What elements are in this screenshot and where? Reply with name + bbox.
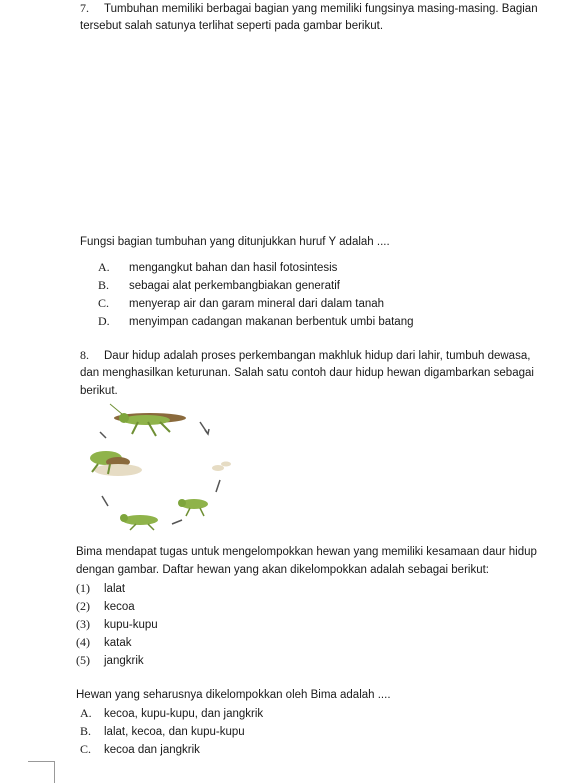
adult-grasshopper-icon <box>110 404 186 436</box>
grasshopper-life-cycle-image <box>78 400 238 532</box>
cycle-arrow-icon <box>205 429 209 434</box>
plant-image-area <box>80 40 560 220</box>
option-text: sebagai alat perkembangbiakan generatif <box>129 280 340 292</box>
option-letter: A. <box>98 260 110 274</box>
q8-task-line2: dengan gambar. Daftar hewan yang akan dikelompokkan adalah sebagai berikut: <box>76 564 490 576</box>
q8-number: 8. <box>80 348 89 362</box>
animal-item-4 <box>76 634 132 651</box>
q7-option-c <box>98 295 384 312</box>
q8-question: Hewan yang seharusnya dikelompokkan oleh Bima adalah .... <box>76 689 391 701</box>
option-letter: A. <box>80 706 92 720</box>
option-letter: C. <box>80 742 92 756</box>
cycle-arrow-icon <box>102 496 108 506</box>
cycle-arrow-icon <box>100 432 106 438</box>
animal-number: (4) <box>76 635 90 649</box>
option-text: menyerap air dan garam mineral dari dalam tanah <box>129 298 385 310</box>
animal-item-5 <box>76 652 144 669</box>
animal-name: kupu-kupu <box>104 619 158 631</box>
option-letter: D. <box>98 314 110 328</box>
q7-number: 7. <box>80 1 89 15</box>
animal-number: (3) <box>76 617 90 631</box>
animal-name: lalat <box>104 583 126 595</box>
animal-item-1 <box>76 580 125 597</box>
q7-option-a <box>98 259 337 276</box>
option-text: menyimpan cadangan makanan berbentuk umbi batang <box>129 316 414 328</box>
animal-number: (2) <box>76 599 90 613</box>
animal-item-3 <box>76 616 158 633</box>
animal-name: jangkrik <box>104 655 144 667</box>
q8-option-c <box>80 741 200 758</box>
option-letter: B. <box>80 724 92 738</box>
q8-option-b <box>80 723 245 740</box>
q7-option-d <box>98 313 414 330</box>
q8-task-line1: Bima mendapat tugas untuk mengelompokkan hewan yang memiliki kesamaan daur hidup <box>76 546 537 558</box>
option-letter: C. <box>98 296 110 310</box>
eggs-icon <box>212 462 231 472</box>
q7-intro-line1: Tumbuhan memiliki berbagai bagian yang memiliki fungsinya masing-masing. Bagian <box>104 3 538 15</box>
page-corner-mark <box>28 761 55 783</box>
option-letter: B. <box>98 278 110 292</box>
animal-number: (1) <box>76 581 90 595</box>
nymph-grasshopper-icon <box>178 499 208 516</box>
cycle-arrow-icon <box>172 520 182 524</box>
animal-item-2 <box>76 598 135 615</box>
option-text: mengangkut bahan dan hasil fotosintesis <box>129 262 338 274</box>
q7-intro-line2: tersebut salah satunya terlihat seperti pada gambar berikut. <box>80 20 384 32</box>
option-text: lalat, kecoa, dan kupu-kupu <box>104 726 245 738</box>
q7-option-b <box>98 277 340 294</box>
animal-name: katak <box>104 637 132 649</box>
animal-number: (5) <box>76 653 90 667</box>
cycle-arrow-icon <box>216 480 220 492</box>
q7-question: Fungsi bagian tumbuhan yang ditunjukkan huruf Y adalah .... <box>80 236 390 248</box>
animal-name: kecoa <box>104 601 135 613</box>
q8-line1 <box>80 347 530 364</box>
option-text: kecoa, kupu-kupu, dan jangkrik <box>104 708 264 720</box>
egg-laying-grasshopper-icon <box>90 451 142 476</box>
q7-line1 <box>80 0 538 17</box>
older-nymph-grasshopper-icon <box>120 514 158 530</box>
q8-intro-line2: dan menghasilkan keturunan. Salah satu contoh daur hidup hewan digambarkan sebagai <box>80 367 534 379</box>
q8-option-a <box>80 705 263 722</box>
option-text: kecoa dan jangkrik <box>104 744 200 756</box>
q8-intro-line1: Daur hidup adalah proses perkembangan makhluk hidup dari lahir, tumbuh dewasa, <box>104 350 531 362</box>
q8-intro-line3: berikut. <box>80 385 118 397</box>
